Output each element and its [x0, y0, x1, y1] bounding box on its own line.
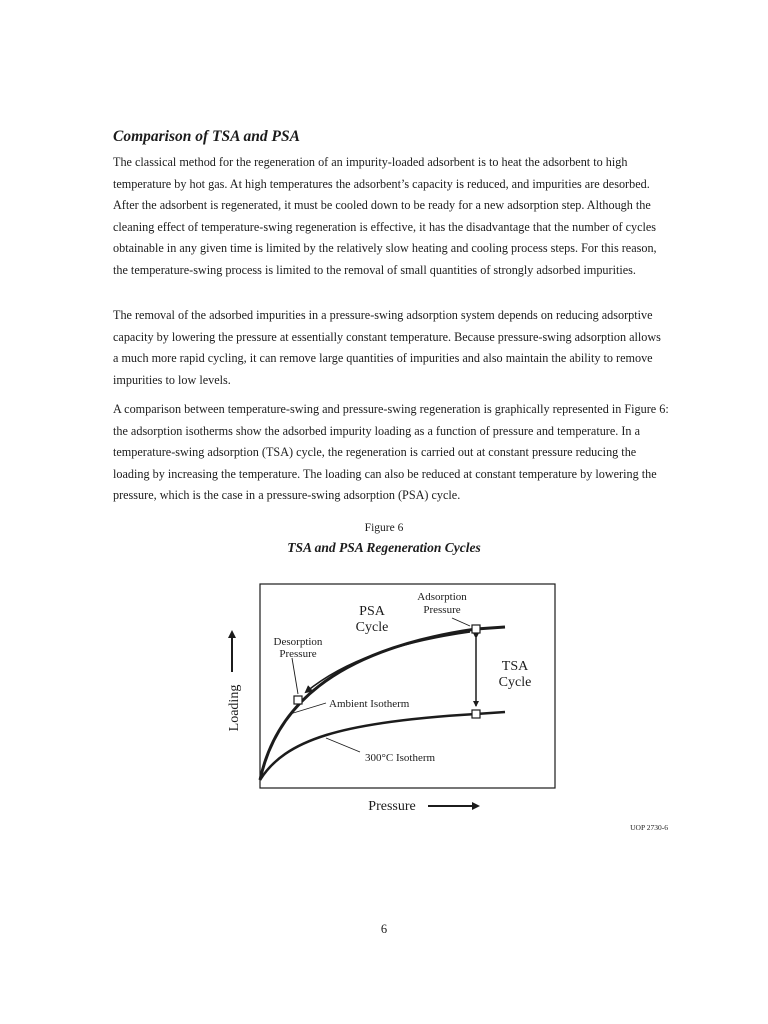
page-number: 6 [380, 922, 388, 936]
desorption-pressure-label-line1: Desorption [273, 636, 323, 648]
hot-isotherm-label: 300°C Isotherm [365, 752, 436, 764]
tsa-cycle-label-line2: Cycle [498, 675, 532, 690]
y-axis-label: Loading [227, 684, 242, 732]
adsorption-pressure-label-line2: Pressure [423, 604, 461, 616]
paragraph-psa-description: The removal of the adsorbed impurities in a pressure-swing adsorption system depends on reducing adsorptive capacity by lowering the pressure at essentially constant temperature. Because pressure-swing adsorption allows a much more rapid cycling, it can remove large quantities of impurities and also maintain the ability to remove impurities to low levels. [113, 308, 661, 387]
figure-code: UOP 2730-6 [630, 823, 668, 832]
desorption-pressure-marker [294, 696, 302, 704]
ambient-isotherm-label: Ambient Isotherm [329, 698, 410, 710]
adsorption-pressure-leader [452, 618, 470, 626]
hot-isotherm-curve [260, 712, 505, 780]
hot-isotherm-leader [326, 738, 360, 752]
regeneration-cycles-diagram [0, 560, 768, 820]
hot-isotherm-marker [472, 710, 480, 718]
paragraph-comparison: A comparison between temperature-swing and pressure-swing regeneration is graphically represented in Figure 6: the adsorption isotherms show the adsorbed impurity loading as a function of pressure and temperature. In a temperature-swing adsorption (TSA) cycle, the regeneration is carried out at constant pressure reducing the loading by increasing the temperature. The loading can also be reduced at constant temperature by lowering the pressure, which is the case in a pressure-swing adsorption (PSA) cycle. [113, 402, 669, 503]
adsorption-pressure-label-line1: Adsorption [417, 591, 467, 603]
figure-label: Figure 6 [364, 522, 404, 534]
section-title: Comparison of TSA and PSA [113, 128, 300, 145]
figure-title: TSA and PSA Regeneration Cycles [287, 540, 481, 555]
psa-cycle-label-line2: Cycle [355, 620, 389, 635]
tsa-cycle-label-line1: TSA [501, 659, 529, 674]
adsorption-pressure-marker [472, 625, 480, 633]
desorption-pressure-label-line2: Pressure [279, 648, 317, 660]
desorption-pressure-leader [292, 658, 298, 694]
x-axis-label: Pressure [368, 799, 416, 814]
psa-cycle-arrow [306, 632, 470, 692]
psa-cycle-label-line1: PSA [359, 604, 385, 619]
paragraph-tsa-description: The classical method for the regeneration of an impurity-loaded adsorbent is to heat the adsorbent to high temperature by hot gas. At high temperatures the adsorbent’s capacity is reduced, and impurities are desorbed. After the adsorbent is regenerated, it must be cooled down to be ready for a new adsorption step. Although the cleaning effect of temperature-swing regeneration is effective, it has the disadvantage that the number of cycles obtainable in any given time is limited by the relatively slow heating and cooling process steps. For this reason, the temperature-swing process is limited to the removal of small quantities of strongly adsorbed impurities. [113, 155, 657, 277]
